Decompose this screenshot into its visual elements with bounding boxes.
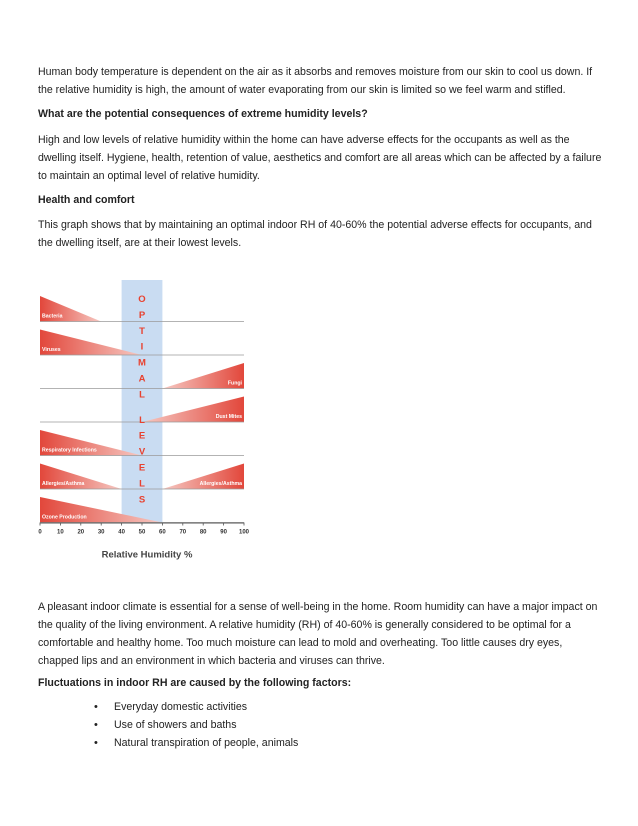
x-tick-label: 50 [138,529,146,536]
health-paragraph: This graph shows that by maintaining an optimal indoor RH of 40-60% the potential adverse effects for occupants, and the dwelling itself, are at their lowest levels. [38,219,592,249]
climate-paragraph: A pleasant indoor climate is essential for a sense of well-being in the home. Room humidity can have a major impact on the quality of the living environment. A relative humidity (RH) of 40-60% is generally considered to be optimal for a comfortable and healthy home. Too much moisture can lead to mold and overheating. Too little causes dry eyes, chapped lips and an environment in which bacteria and viruses can thrive. [38,601,598,667]
factors-list [94,698,298,752]
optimal-band-letter: E [138,462,146,474]
x-tick-label: 10 [57,529,64,536]
optimal-band-letter: T [139,325,145,337]
row-label-allergies-asthma: Allergies/Asthma [42,481,85,487]
row-label-bacteria: Bacteria [42,313,63,320]
optimal-band-letter: P [138,309,146,321]
row-label-respiratory-infections: Respiratory Infections [42,447,97,454]
optimal-band-letter: V [138,446,146,458]
optimal-band-letter: O [138,294,146,305]
row-label-right-fungi: Fungi [227,380,242,387]
humidity-chart-svg [34,280,264,560]
row-label-viruses: Viruses [42,347,61,353]
row-label-right-dust-mites: Dust Mites [215,414,242,420]
intro-paragraph: Human body temperature is dependent on the air as it absorbs and removes moisture from our skin to cool us down. If the relative humidity is high, the amount of water evaporating from our skin is limited so we feel warm and stifled. [38,66,593,96]
optimal-band-letter: I [140,341,144,353]
optimal-band-letter: M [138,357,146,369]
optimal-band-letter: S [138,494,146,506]
x-tick-label: 90 [220,529,227,536]
optimal-band-letter: L [139,414,145,426]
x-tick-label: 40 [118,529,125,536]
list-item: • Natural transpiration of people, animals [94,734,298,752]
optimal-band-letter: A [138,373,146,385]
list-item: • Everyday domestic activities [94,698,298,716]
optimal-band-letter: E [138,430,146,442]
factors-heading: Fluctuations in indoor RH are caused by the following factors: [38,677,352,689]
consequences-heading: What are the potential consequences of extreme humidity levels? [38,108,368,120]
x-tick-label: 80 [199,529,207,536]
x-tick-label: 60 [159,529,166,536]
humidity-chart [34,280,264,565]
consequences-paragraph: High and low levels of relative humidity within the home can have adverse effects for the occupants as well as the dwelling itself. Hygiene, health, retention of value, aesthetics and comfort are all areas which can be affected by a failure to maintain an optimal level of relative humidity. [38,134,602,182]
x-tick-label: 70 [179,529,187,536]
x-tick-label: 30 [97,529,105,536]
row-label-right-allergies-asthma: Allergies/Asthma [199,481,242,487]
row-label-ozone-production: Ozone Production [42,514,87,521]
optimal-band-letter: L [139,478,145,490]
x-tick-label: 100 [238,529,250,536]
list-item: • Use of showers and baths [94,716,298,734]
optimal-band-letter: L [139,389,145,401]
health-heading: Health and comfort [38,194,135,206]
x-tick-label: 20 [77,529,85,536]
x-axis-title: Relative Humidity % [101,549,193,560]
x-tick-label: 0 [38,529,42,536]
